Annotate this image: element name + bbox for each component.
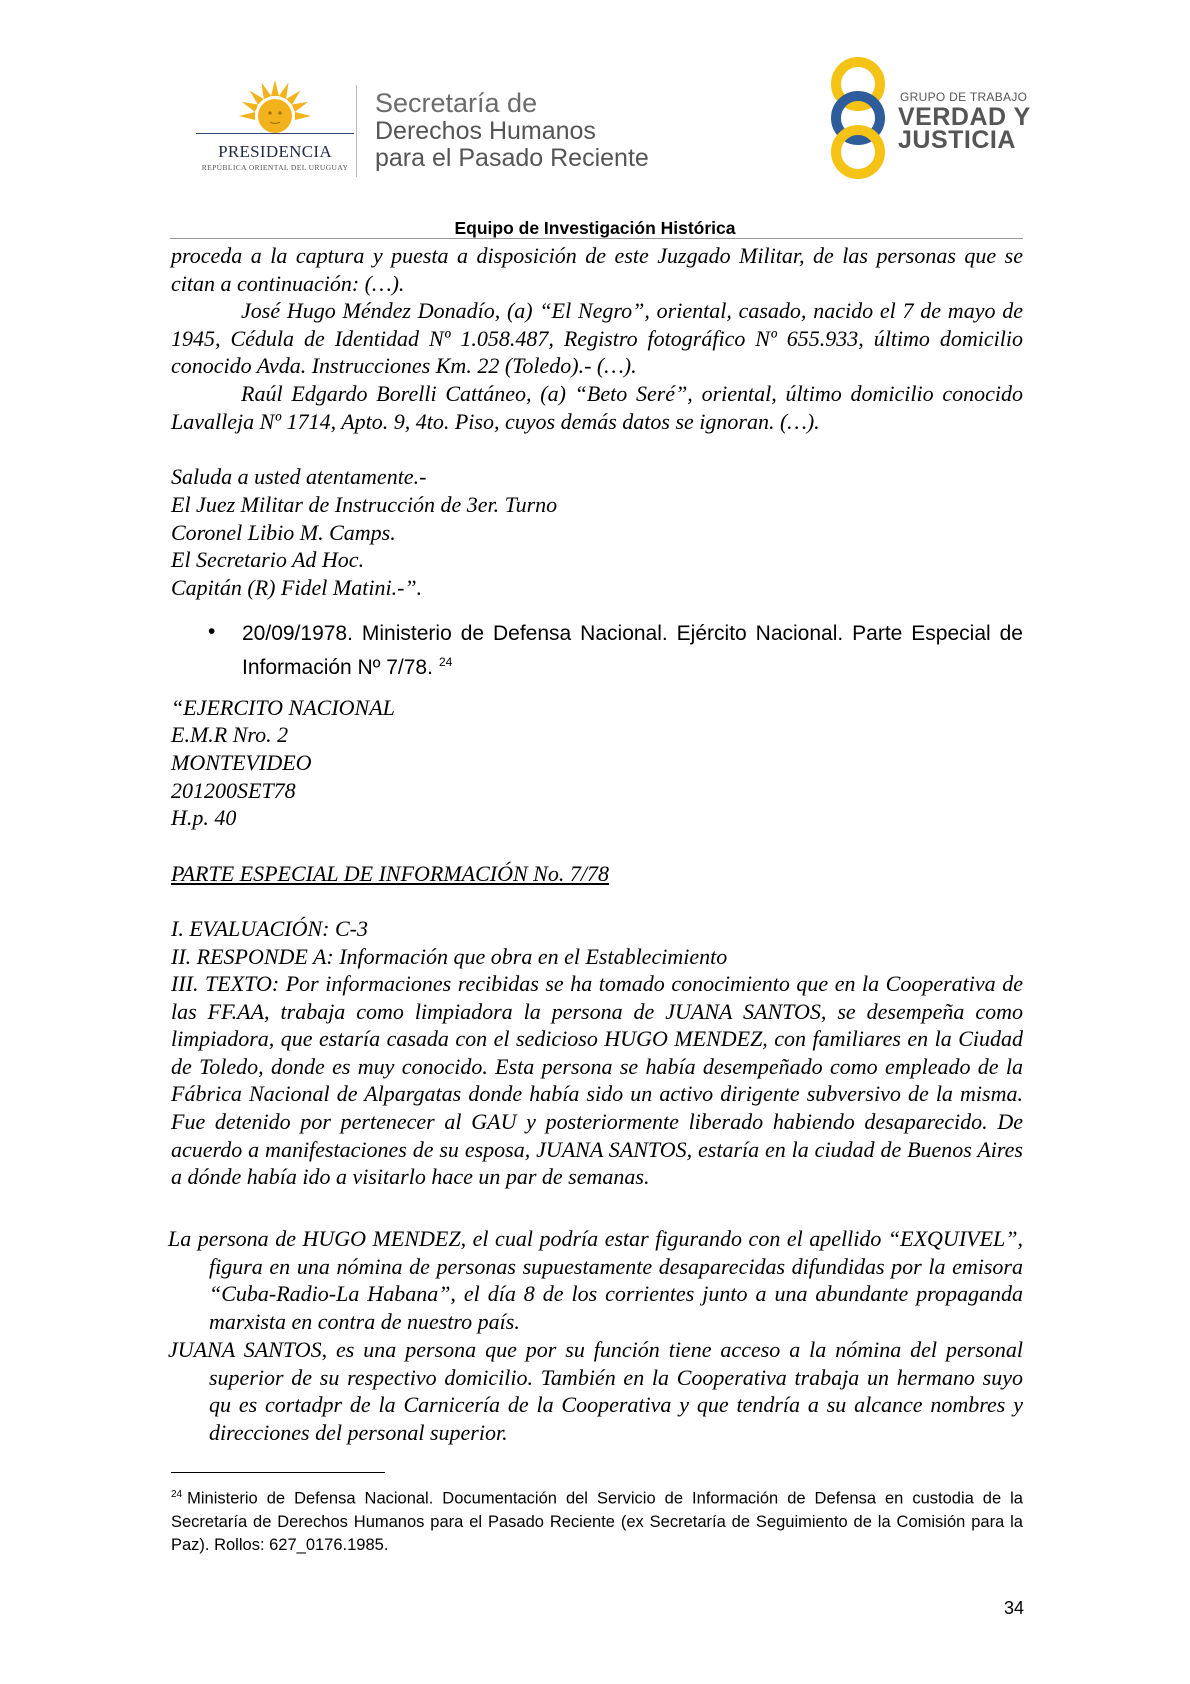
paragraph-juana-santos: JUANA SANTOS, es una persona que por su función tiene acceso a la nómina del personal superior de su respectivo domicilio. También en la Cooperativa trabaja un hermano suyo qu es cortadpr de la Carnicería de la Cooperativa y que tendría a su alcance nombres y direcciones del personal superior. bbox=[168, 1337, 1023, 1445]
closing-line: El Juez Militar de Instrucción de 3er. Turno bbox=[171, 492, 558, 517]
footnote-text: Ministerio de Defensa Nacional. Documentación del Servicio de Información de Defensa en custodia de la Secretaría de Derechos Humanos para el Pasado Reciente (ex Secretaría de Seguimiento de la Comisión para la Paz). Rollos: 627_0176.1985. bbox=[171, 1489, 1023, 1554]
paragraph-hugo-mendez: La persona de HUGO MENDEZ, el cual podría estar figurando con el apellido “EXQUIVEL”, figura en una nómina de personas supuestamente desaparecidas difundidas por la emisora “Cuba-Radio-La Habana”, el día 8 de los corrientes junto a una abundante propaganda marxista en contra de nuestro país. bbox=[168, 1226, 1023, 1334]
secretaria-line-3: para el Pasado Reciente bbox=[375, 144, 649, 172]
doc-header-line: E.M.R Nro. 2 bbox=[171, 722, 289, 747]
closing-line: Capitán (R) Fidel Matini.-”. bbox=[171, 575, 423, 600]
presidencia-subtitle: REPÚBLICA ORIENTAL DEL URUGUAY bbox=[201, 163, 349, 172]
responde-line: II. RESPONDE A: Información que obra en el Establecimiento bbox=[171, 944, 728, 969]
presidencia-name: PRESIDENCIA bbox=[218, 142, 332, 161]
paragraph-mendez: José Hugo Méndez Donadío, (a) “El Negro”, oriental, casado, nacido el 7 de mayo de 1945, Cédula de Identidad Nº 1.058.487, Registro fotográfico Nº 655.933, último domicilio conocido Avda. Instrucciones Km. 22 (Toledo).- (…). bbox=[171, 298, 1023, 379]
verdad-y-label: VERDAD Y bbox=[898, 103, 1031, 131]
evaluation-line: I. EVALUACIÓN: C-3 bbox=[171, 916, 368, 941]
secretaria-line-2: Derechos Humanos bbox=[375, 117, 596, 145]
closing-line: El Secretario Ad Hoc. bbox=[171, 547, 365, 572]
paragraph-intro: proceda a la captura y puesta a disposición de este Juzgado Militar, de las personas que se citan a continuación: (…). bbox=[171, 243, 1023, 296]
doc-header-line: “EJERCITO NACIONAL bbox=[171, 695, 395, 720]
closing-line: Saluda a usted atentamente.- bbox=[171, 464, 427, 489]
footnote bbox=[171, 1483, 1023, 1557]
paragraph-borelli: Raúl Edgardo Borelli Cattáneo, (a) “Beto Seré”, oriental, último domicilio conocido Lavalleja Nº 1714, Apto. 9, 4to. Piso, cuyos demás datos se ignoran. (…). bbox=[171, 381, 1023, 434]
doc-title: PARTE ESPECIAL DE INFORMACIÓN No. 7/78 bbox=[171, 861, 609, 886]
grupo-trabajo-label: GRUPO DE TRABAJO bbox=[900, 90, 1028, 104]
footnote-ref[interactable]: 24 bbox=[438, 655, 453, 669]
secretaria-logo-text bbox=[375, 88, 649, 172]
paragraph-texto: III. TEXTO: Por informaciones recibidas se ha tomado conocimiento que en la Cooperativa de las FF.AA, trabaja como limpiadora la persona de JUANA SANTOS, se desempeña como limpiadora, que estaría casada con el sedicioso HUGO MENDEZ, con familiares en la Ciudad de Toledo, donde es muy conocido. Esta persona se había desempeñado como empleado de la Fábrica Nacional de Alpargatas donde había sido un activo dirigente subversivo de la misma. Fue detenido por pertenecer al GAU y posteriormente liberado habiendo desaparecido. De acuerdo a manifestaciones de su esposa, JUANA SANTOS, estaría en la ciudad de Buenos Aires a dónde había ido a visitarlo hace un par de semanas. bbox=[171, 971, 1023, 1190]
page-number: 34 bbox=[1004, 1598, 1025, 1618]
header-rule bbox=[170, 238, 1023, 239]
bullet-text: 20/09/1978. Ministerio de Defensa Nacional. Ejército Nacional. Parte Especial de Información Nº 7/78. bbox=[242, 622, 1023, 679]
closing-line: Coronel Libio M. Camps. bbox=[171, 520, 396, 545]
footnote-rule bbox=[171, 1472, 385, 1473]
logo-divider bbox=[356, 85, 357, 177]
page-header bbox=[0, 0, 1190, 230]
secretaria-line-1: Secretaría de bbox=[375, 88, 538, 118]
footnote-number: 24 bbox=[171, 1489, 183, 1500]
bullet-item bbox=[242, 620, 1023, 682]
doc-header-line: 201200SET78 bbox=[171, 778, 296, 803]
doc-header-line: MONTEVIDEO bbox=[171, 750, 312, 775]
doc-header-line: H.p. 40 bbox=[171, 805, 237, 830]
team-title: Equipo de Investigación Histórica bbox=[454, 218, 736, 238]
verdad-justicia-rings-icon bbox=[818, 56, 898, 180]
justicia-label: JUSTICIA bbox=[898, 126, 1016, 154]
bullet-marker: • bbox=[208, 620, 216, 643]
